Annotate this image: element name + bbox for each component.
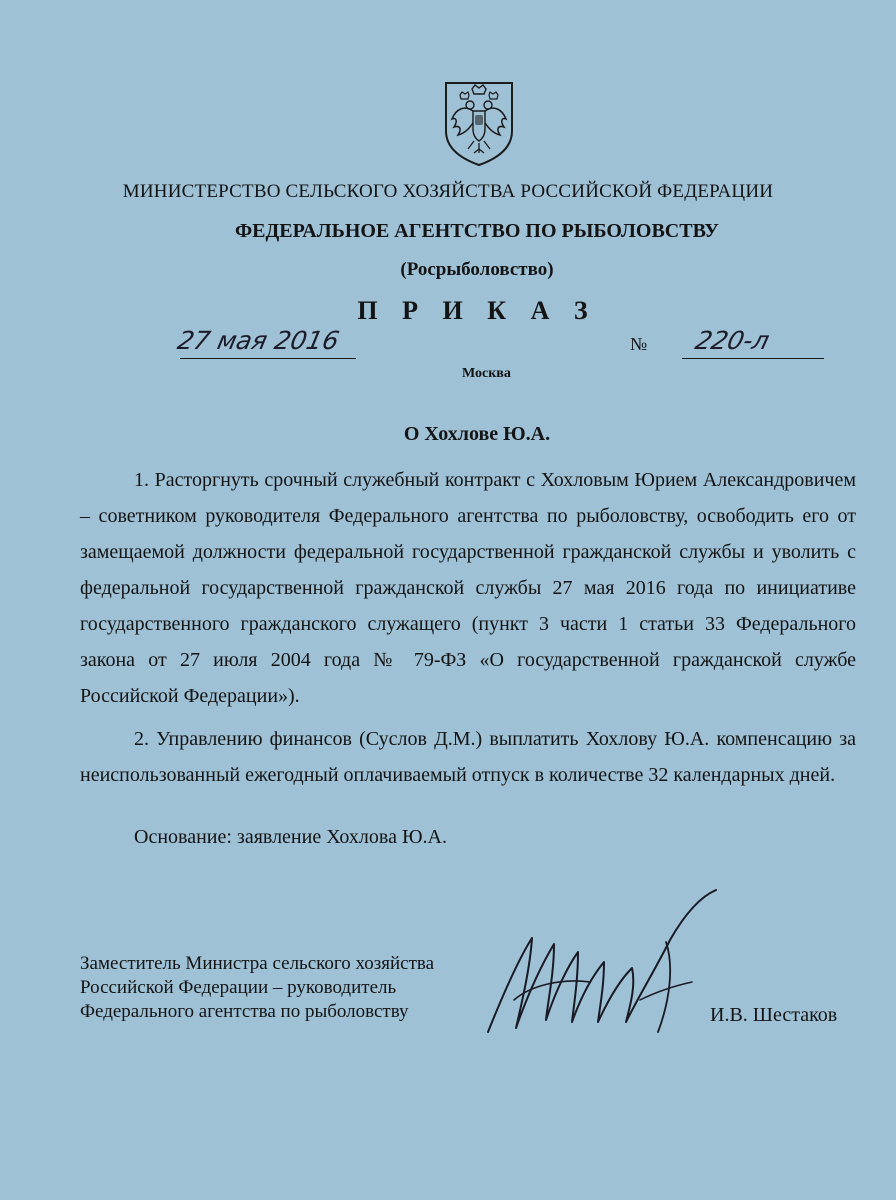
document-type: П Р И К А З: [357, 296, 597, 325]
signer-name: И.В. Шестаков: [710, 1004, 838, 1026]
signer-title: [80, 952, 500, 1024]
signer-title-line-2: Российской Федерации – руководитель: [80, 977, 397, 998]
number-underline: [682, 358, 824, 359]
signature-icon: [470, 882, 730, 1042]
paragraph-2-text: 2. Управлению финансов (Суслов Д.М.) выплатить Хохлову Ю.А. компенсацию за неиспользованный ежегодный оплачиваемый отпуск в количестве 32 календарных дней.: [80, 728, 856, 786]
number-label: №: [630, 334, 648, 354]
signer-title-line-3: Федерального агентства по рыболовству: [80, 1001, 409, 1022]
handwritten-number: 220-л: [692, 326, 773, 355]
date-underline: [180, 358, 356, 359]
coat-of-arms-emblem: [440, 79, 518, 167]
city: Москва: [462, 366, 511, 381]
ministry-name: МИНИСТЕРСТВО СЕЛЬСКОГО ХОЗЯЙСТВА РОССИЙСКОЙ ФЕДЕРАЦИИ: [122, 181, 774, 202]
basis-line: Основание: заявление Хохлова Ю.А.: [134, 826, 447, 848]
order-subject: О Хохлове Ю.А.: [403, 423, 551, 445]
paragraph-1: [80, 462, 856, 714]
paragraph-1-text: 1. Расторгнуть срочный служебный контракт с Хохловым Юрием Александровичем – советником руководителя Федерального агентства по рыболовству, освободить его от замещаемой должности федеральной государственной гражданской службы и уволить с федеральной государственной гражданской службы 27 мая 2016 года по инициативе государственного гражданского служащего (пункт 3 части 1 статьи 33 Федерального закона от 27 июля 2004 года № 79-ФЗ «О государственной гражданской службе Российской Федерации»).: [80, 469, 856, 707]
signer-title-line-1: Заместитель Министра сельского хозяйства: [80, 953, 435, 974]
handwritten-date: 27 мая 2016: [174, 326, 342, 355]
agency-short-name: (Росрыболовство): [400, 259, 554, 280]
paragraph-2: [80, 721, 856, 793]
agency-name: ФЕДЕРАЛЬНОЕ АГЕНТСТВО ПО РЫБОЛОВСТВУ: [235, 220, 719, 242]
